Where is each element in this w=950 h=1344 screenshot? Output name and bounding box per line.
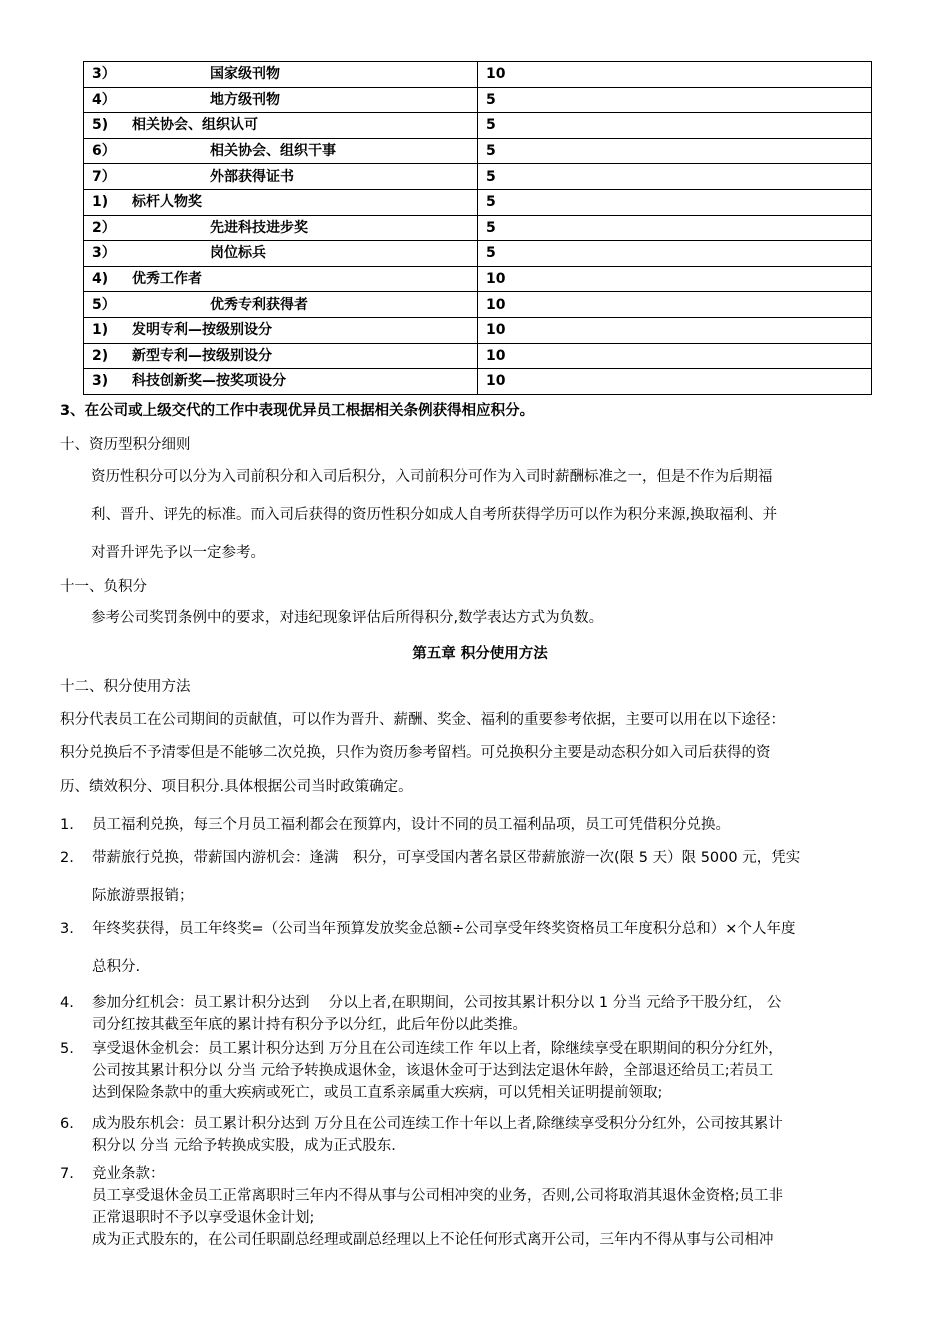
list-number: 7. [60, 1166, 74, 1182]
item-number: 3) [92, 373, 109, 390]
table-row [84, 241, 872, 267]
score-cell: 5 [478, 164, 872, 190]
table-row [84, 343, 872, 369]
list-text: 际旅游票报销； [92, 888, 194, 904]
item-cell [84, 369, 478, 395]
score-cell: 10 [478, 343, 872, 369]
list-text: 公司按其累计积分以 分当 元给予转换成退休金，该退休金可于达到法定退休年龄，全部退还给员工;若员工 [92, 1063, 774, 1079]
item-cell [84, 87, 478, 113]
item-cell [84, 292, 478, 318]
score-cell: 10 [478, 317, 872, 343]
list-number: 4. [60, 995, 74, 1011]
section-12-line-2: 积分兑换后不予清零但是不能够二次兑换，只作为资历参考留档。可兑换积分主要是动态积分如入司后获得的资 [60, 745, 771, 761]
item-cell [84, 164, 478, 190]
list-text: 年终奖获得，员工年终奖=（公司当年预算发放奖金总额÷公司享受年终奖资格员工年度积分总和）×个人年度 [92, 921, 796, 937]
table-row [84, 87, 872, 113]
list-item-3 [60, 918, 900, 978]
item-name: 相关协会、组织干事 [210, 143, 336, 160]
table-row [84, 62, 872, 88]
item-number: 1) [92, 194, 109, 211]
list-number: 3. [60, 921, 74, 937]
list-text: 享受退休金机会：员工累计积分达到 万分且在公司连续工作 年以上者，除继续享受在职期间的积分分红外， [92, 1041, 783, 1057]
item-name: 优秀工作者 [132, 271, 202, 288]
item-name: 科技创新奖—按奖项设分 [132, 373, 286, 390]
list-item-7 [60, 1163, 900, 1251]
item-name: 岗位标兵 [210, 245, 266, 262]
list-text: 员工享受退休金员工正常离职时三年内不得从事与公司相冲突的业务，否则,公司将取消其退休金资格;员工非 [92, 1188, 783, 1204]
table-row [84, 369, 872, 395]
chapter-5-heading: 第五章 积分使用方法 [412, 646, 548, 662]
item-cell [84, 113, 478, 139]
list-text: 参加分红机会：员工累计积分达到 分以上者,在职期间，公司按其累计积分以 1 分当 元给予干股分红， 公 [92, 995, 782, 1011]
list-item-5 [60, 1038, 900, 1104]
list-text: 正常退职时不予以享受退休金计划; [92, 1210, 315, 1226]
score-cell: 5 [478, 138, 872, 164]
item-cell [84, 317, 478, 343]
item-name: 国家级刊物 [210, 66, 280, 83]
item-cell [84, 241, 478, 267]
item-name: 地方级刊物 [210, 91, 280, 108]
list-number: 1. [60, 817, 74, 833]
item-name: 新型专利—按级别设分 [132, 347, 272, 364]
list-number: 2. [60, 850, 74, 866]
section-12-line-3: 历、绩效积分、项目积分.具体根据公司当时政策确定。 [60, 779, 413, 795]
item-name: 先进科技进步奖 [210, 219, 308, 236]
list-text: 员工福利兑换，每三个月员工福利都会在预算内，设计不同的员工福利品项，员工可凭借积分兑换。 [92, 817, 730, 833]
item-name: 外部获得证书 [210, 168, 294, 185]
section-11-line: 参考公司奖罚条例中的要求，对违纪现象评估后所得积分,数学表达方式为负数。 [91, 610, 604, 626]
list-text: 总积分. [92, 959, 141, 975]
item-number: 6） [92, 143, 116, 160]
list-number: 5. [60, 1041, 74, 1057]
item-cell [84, 138, 478, 164]
table-row [84, 138, 872, 164]
item-number: 2) [92, 347, 109, 364]
item-number: 2） [92, 219, 116, 236]
item-name: 标杆人物奖 [132, 194, 202, 211]
list-text: 积分以 分当 元给予转换成实股，成为正式股东. [92, 1138, 396, 1154]
item-name: 相关协会、组织认可 [132, 117, 258, 134]
list-text: 带薪旅行兑换，带薪国内游机会：逢满 积分，可享受国内著名景区带薪旅游一次(限 5 天）限 5000 元，凭实 [92, 850, 801, 866]
list-text: 成为正式股东的，在公司任职副总经理或副总经理以上不论任何形式离开公司，三年内不得从事与公司相冲 [92, 1232, 774, 1248]
item-cell [84, 266, 478, 292]
list-item-6 [60, 1113, 900, 1157]
section-10-title: 十、资历型积分细则 [60, 437, 191, 453]
list-item-2 [60, 847, 900, 907]
item-cell [84, 343, 478, 369]
table-row [84, 164, 872, 190]
item-cell [84, 62, 478, 88]
score-cell: 5 [478, 189, 872, 215]
item-number: 1) [92, 322, 109, 339]
table-row [84, 215, 872, 241]
list-number: 6. [60, 1116, 74, 1132]
section-12-line-1: 积分代表员工在公司期间的贡献值，可以作为晋升、薪酬、奖金、福利的重要参考依据，主要可以用在以下途径： [60, 712, 785, 728]
score-table [83, 61, 872, 395]
list-text: 成为股东机会：员工累计积分达到 万分且在公司连续工作十年以上者,除继续享受积分分红外，公司按其累计 [92, 1116, 783, 1132]
item-3-text: 3、在公司或上级交代的工作中表现优异员工根据相关条例获得相应积分。 [60, 403, 535, 419]
score-cell: 10 [478, 62, 872, 88]
score-cell: 5 [478, 87, 872, 113]
item-number: 4) [92, 271, 109, 288]
item-cell [84, 189, 478, 215]
score-cell: 5 [478, 215, 872, 241]
list-text: 达到保险条款中的重大疾病或死亡，或员工直系亲属重大疾病，可以凭相关证明提前领取; [92, 1085, 663, 1101]
table-row [84, 189, 872, 215]
score-cell: 5 [478, 113, 872, 139]
item-name: 发明专利—按级别设分 [132, 322, 272, 339]
table-row [84, 317, 872, 343]
table-row [84, 266, 872, 292]
item-cell [84, 215, 478, 241]
item-number: 3） [92, 245, 116, 262]
item-name: 优秀专利获得者 [210, 296, 308, 313]
list-text: 竞业条款： [92, 1166, 165, 1182]
section-10-line-2: 利、晋升、评先的标准。而入司后获得的资历性积分如成人自考所获得学历可以作为积分来源,换取福利、并 [91, 507, 778, 523]
item-number: 7） [92, 168, 116, 185]
score-cell: 5 [478, 241, 872, 267]
section-12-title: 十二、积分使用方法 [60, 679, 191, 695]
list-text: 司分红按其截至年底的累计持有积分予以分红，此后年份以此类推。 [92, 1017, 527, 1033]
item-number: 5） [92, 296, 116, 313]
list-item-1 [60, 814, 900, 836]
item-number: 5) [92, 117, 109, 134]
item-number: 3） [92, 66, 116, 83]
score-cell: 10 [478, 292, 872, 318]
section-11-title: 十一、负积分 [60, 579, 147, 595]
list-item-4 [60, 992, 900, 1036]
section-10-line-3: 对晋升评先予以一定参考。 [91, 545, 265, 561]
score-cell: 10 [478, 369, 872, 395]
section-10-line-1: 资历性积分可以分为入司前积分和入司后积分，入司前积分可作为入司时薪酬标准之一，但是不作为后期福 [91, 469, 773, 485]
item-number: 4） [92, 91, 116, 108]
score-cell: 10 [478, 266, 872, 292]
table-row [84, 292, 872, 318]
table-row [84, 113, 872, 139]
